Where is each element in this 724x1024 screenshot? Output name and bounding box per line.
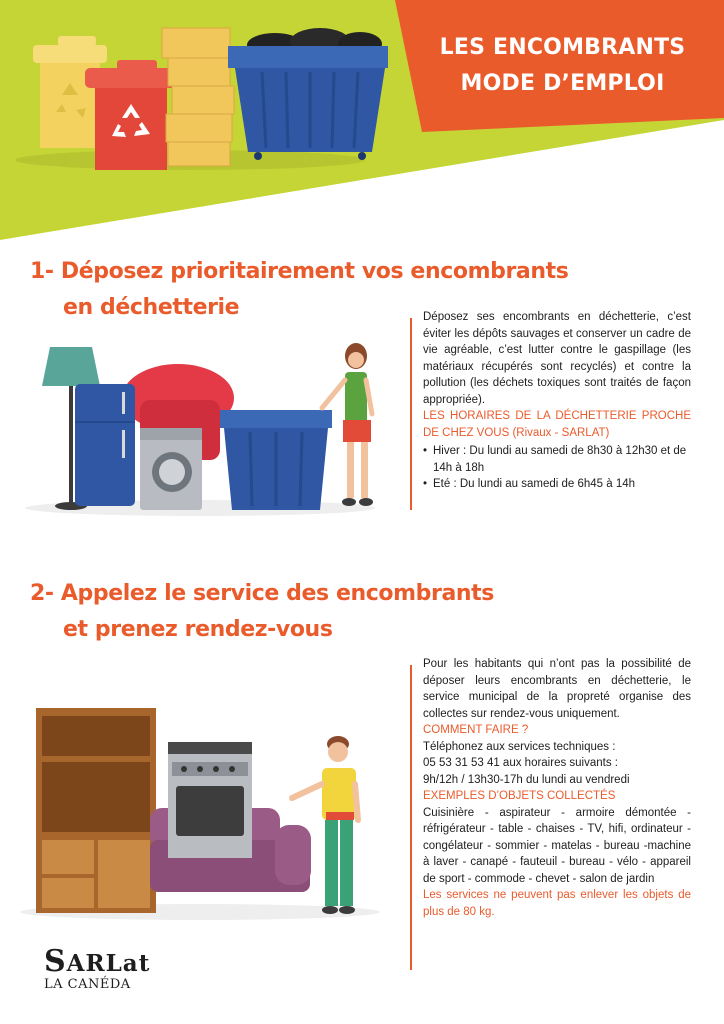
hours-title: LES HORAIRES DE LA DÉCHETTERIE PROCHE DE CHEZ VOUS (Rivaux - SARLAT) [423, 410, 691, 439]
hours-summer: • Eté : Du lundi au samedi de 6h45 à 14h [423, 476, 691, 493]
section-2-text [423, 656, 691, 920]
wooden-cabinet [36, 708, 156, 913]
logo-line-2: LA CANÉDA [44, 977, 131, 992]
section-2-divider [410, 665, 412, 970]
section-1-divider [410, 318, 412, 510]
how-line-3: 9h/12h / 13h30-17h du lundi au vendredi [423, 773, 630, 786]
section-1-heading-line-2: en déchetterie [63, 295, 240, 320]
page-title [420, 30, 705, 102]
hours-list [423, 443, 691, 493]
hours-winter: • Hiver : Du lundi au samedi de 8h30 à 12h30 et de 14h à 18h [423, 443, 691, 476]
section-2-heading-line-1: 2- Appelez le service des encombrants [30, 581, 494, 606]
sarlat-logo [44, 944, 151, 992]
section-1-text [423, 309, 691, 493]
weight-warning: Les services ne peuvent pas enlever les objets de plus de 80 kg. [423, 889, 691, 918]
title-line-2: MODE D’EMPLOI [460, 71, 665, 96]
section-2-heading-line-2: et prenez rendez-vous [63, 617, 333, 642]
section-1-heading-line-1: 1- Déposez prioritairement vos encombrants [30, 259, 569, 284]
how-title: COMMENT FAIRE ? [423, 724, 529, 736]
title-line-1: LES ENCOMBRANTS [439, 35, 686, 60]
logo-line-1: SARLat [44, 944, 151, 979]
examples-title: EXEMPLES D’OBJETS COLLECTÉS [423, 790, 616, 802]
stove [168, 742, 252, 858]
how-line-2: 05 53 31 53 41 aux horaires suivants : [423, 757, 618, 769]
examples-text: Cuisinière - aspirateur - armoire démontée - réfrigérateur - table - chaises - TV, hifi, ordinateur - congélateur - sommier - matelas - bureau -machine à laver - canapé - fauteuil - bureau - vélo - appareil de sport - commode - chevet - salon de jardin [423, 806, 691, 885]
section-1-intro: Déposez ses encombrants en déchetterie, c’est éviter les dépôts sauvages et conserver un cadre de vie agréable, c’est lutter contre le gaspillage (les matériaux récupérés sont recyclés) et contre la pollution (les déchets toxiques sont traités de façon appropriée). [423, 311, 691, 406]
section-2-intro: Pour les habitants qui n’ont pas la possibilité de déposer leurs encombrants en déchetterie, le service municipal de la propreté organise des collectes sur rendez-vous uniquement. [423, 658, 691, 720]
how-line-1: Téléphonez aux services techniques : [423, 740, 616, 753]
